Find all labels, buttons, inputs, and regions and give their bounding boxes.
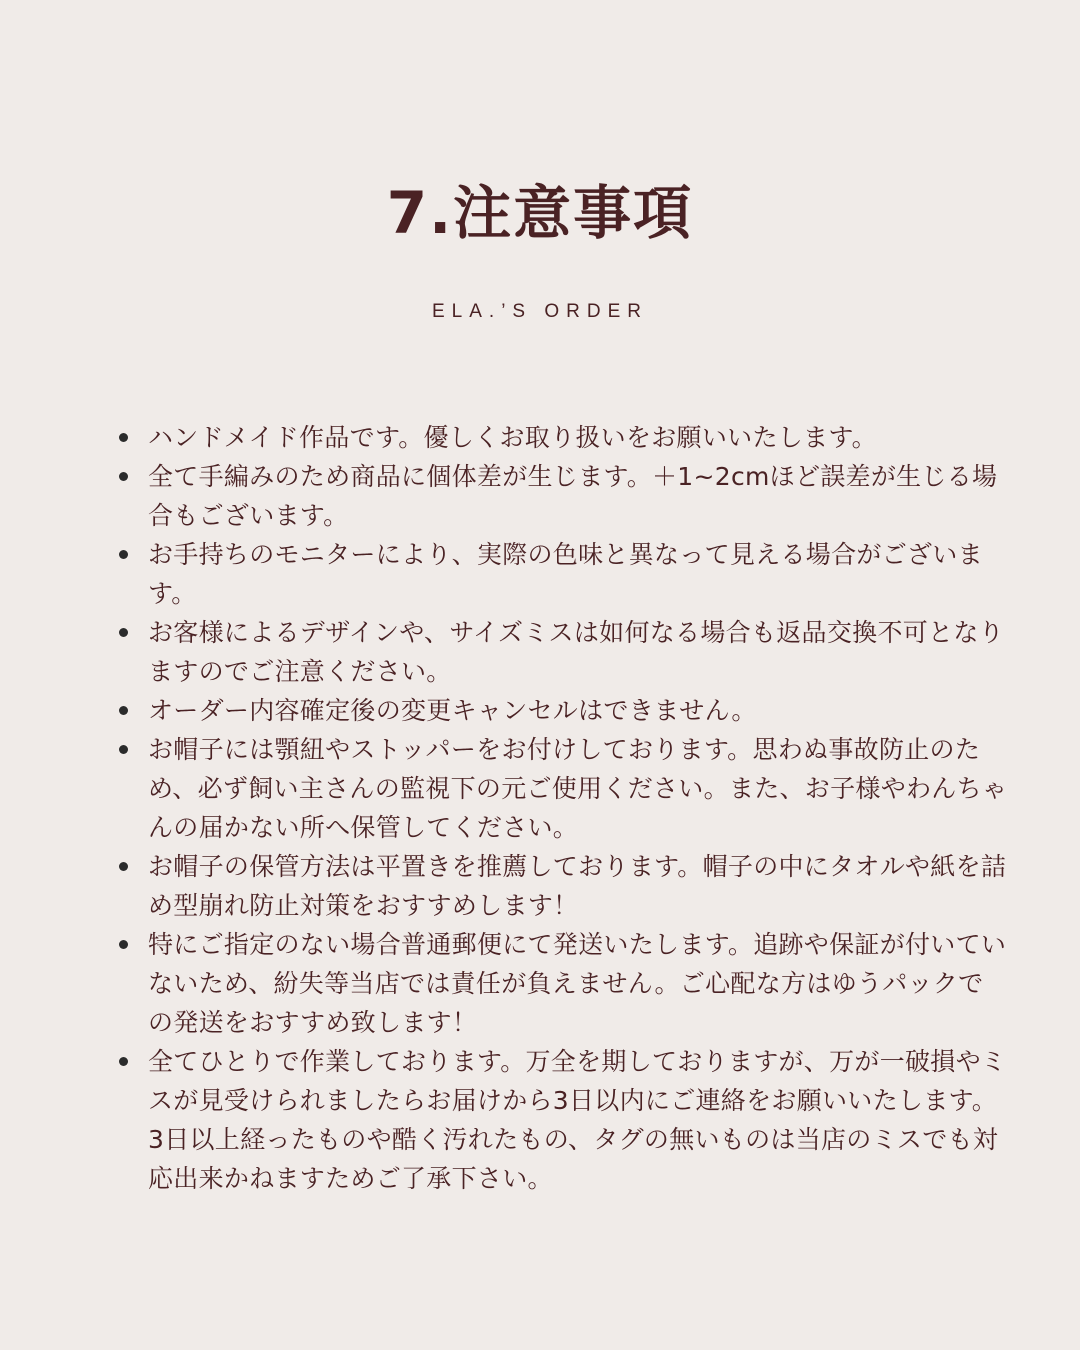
bullet-icon <box>119 628 128 637</box>
notice-text: 全て手編みのため商品に個体差が生じます。＋1~2cmほど誤差が生じる場合もございます。 <box>148 462 998 530</box>
bullet-icon <box>119 433 128 442</box>
notice-item <box>148 613 1008 691</box>
notice-text: ハンドメイド作品です。優しくお取り扱いをお願いいたします。 <box>148 423 877 452</box>
page-title: 7.注意事項 <box>386 179 694 247</box>
page-subtitle: ELA.’S ORDER <box>432 301 648 322</box>
notice-text: お帽子の保管方法は平置きを推薦しております。帽子の中にタオルや紙を詰め型崩れ防止対策をおすすめします！ <box>148 852 1007 920</box>
bullet-icon <box>119 940 128 949</box>
notice-text: お手持ちのモニターにより、実際の色味と異なって見える場合がございます。 <box>148 540 983 608</box>
bullet-icon <box>119 745 128 754</box>
notice-text: お帽子には顎紐やストッパーをお付けしております。思わぬ事故防止のため、必ず飼い主さんの監視下の元ご使用ください。また、お子様やわんちゃんの届かない所へ保管してください。 <box>148 735 1008 842</box>
notice-item <box>148 730 1008 847</box>
notice-item <box>148 418 1008 457</box>
notice-list <box>148 418 1008 1198</box>
bullet-icon <box>119 706 128 715</box>
notice-item <box>148 691 1008 730</box>
bullet-icon <box>119 550 128 559</box>
notice-item <box>148 457 1008 535</box>
bullet-icon <box>119 472 128 481</box>
bullet-icon <box>119 862 128 871</box>
notice-text: オーダー内容確定後の変更キャンセルはできません。 <box>148 696 757 725</box>
notice-text: お客様によるデザインや、サイズミスは如何なる場合も返品交換不可となりますのでご注意ください。 <box>148 618 1004 686</box>
bullet-icon <box>119 1057 128 1066</box>
notice-item <box>148 1042 1008 1198</box>
notice-text: 全てひとりで作業しております。万全を期しておりますが、万が一破損やミスが見受けられましたらお届けから3日以内にご連絡をお願いいたします。3日以上経ったものや酷く汚れたもの、タグの無いものは当店のミスでも対応出来かねますためご了承下さい。 <box>148 1047 1007 1193</box>
notice-text: 特にご指定のない場合普通郵便にて発送いたします。追跡や保証が付いていないため、紛失等当店では責任が負えません。ご心配な方はゆうパックでの発送をおすすめ致します！ <box>148 930 1007 1037</box>
notice-item <box>148 847 1008 925</box>
notice-item <box>148 925 1008 1042</box>
notice-item <box>148 535 1008 613</box>
